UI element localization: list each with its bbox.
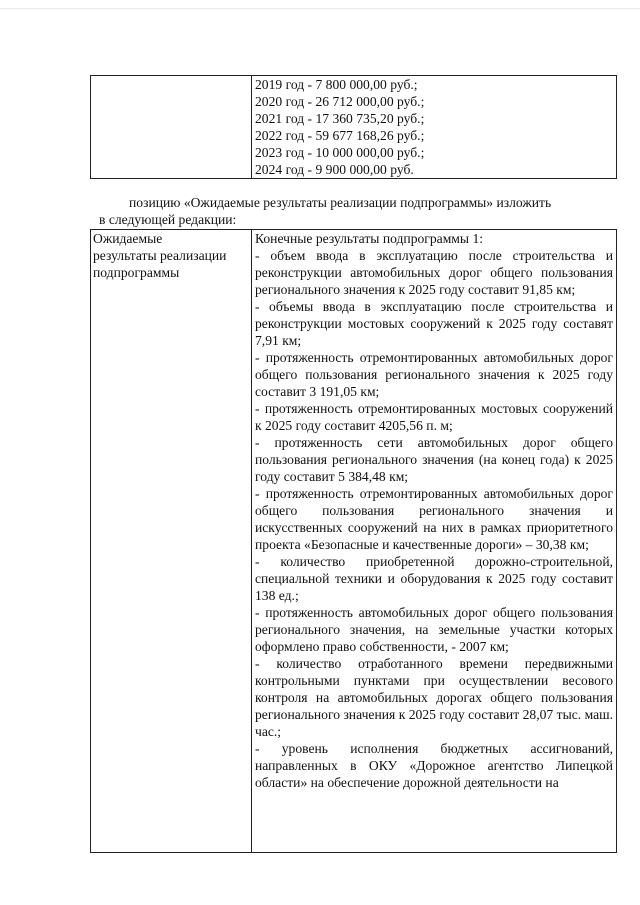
funding-line-2020: 2020 год - 26 712 000,00 руб.; (255, 94, 425, 109)
result-item: - протяженность сети автомобильных дорог общего пользования регионального значения (на конец года) к 2025 году составит 5 384,48 км; (255, 435, 613, 484)
funding-row (91, 76, 617, 179)
result-item: - уровень исполнения бюджетных ассигнований, направленных в ОКУ «Дорожное агентство Липецкой области» на обеспечение дорожной деятельности на (255, 741, 613, 790)
funding-values-cell (252, 76, 617, 179)
funding-line-2019: 2019 год - 7 800 000,00 руб.; (255, 77, 418, 92)
results-label-line: результаты реализации (93, 248, 227, 263)
funding-label-cell (91, 76, 252, 179)
results-label-line: подпрограммы (93, 265, 180, 280)
result-item: - протяженность автомобильных дорог общего пользования регионального значения, на земельные участки которых оформлено право собственности, - 2007 км; (255, 605, 613, 654)
page-top-edge (0, 8, 640, 9)
result-item: - количество приобретенной дорожно-строительной, специальной техники и оборудования к 2025 году составит 138 ед.; (255, 554, 613, 603)
result-item: - объемы ввода в эксплуатацию после строительства и реконструкции мостовых сооружений к 2025 году составят 7,91 км; (255, 299, 613, 348)
results-label-line: Ожидаемые (93, 231, 163, 246)
amendment-intro-line2: в следующей редакции: (99, 212, 237, 227)
funding-table (90, 75, 617, 179)
result-item: - протяженность отремонтированных мостовых сооружений к 2025 году составит 4205,56 п. м; (255, 401, 613, 433)
result-item: - количество отработанного времени передвижными контрольными пунктами при осуществлении весового контроля на автомобильных дорогах общего пользования регионального значения к 2025 году составит 28,07 тыс. маш. час.; (255, 656, 613, 739)
amendment-intro-line1: позицию «Ожидаемые результаты реализации подпрограммы» изложить (129, 195, 552, 210)
funding-line-2022: 2022 год - 59 677 168,26 руб.; (255, 128, 425, 143)
result-item: - объем ввода в эксплуатацию после строительства и реконструкции автомобильных дорог общего пользования регионального значения к 2025 году составит 91,85 км; (255, 248, 613, 297)
funding-line-2021: 2021 год - 17 360 735,20 руб.; (255, 111, 425, 126)
results-content-cell (252, 230, 617, 853)
amendment-intro (99, 194, 617, 228)
funding-line-2023: 2023 год - 10 000 000,00 руб.; (255, 145, 425, 160)
results-label-cell (91, 230, 252, 853)
funding-line-2024: 2024 год - 9 900 000,00 руб. (255, 162, 414, 177)
result-item: - протяженность отремонтированных автомобильных дорог общего пользования регионального значения и искусственных сооружений на них в рамках приоритетного проекта «Безопасные и качественные дороги» – 30,38 км; (255, 486, 613, 552)
results-table (90, 229, 617, 853)
results-row (91, 230, 617, 853)
results-heading: Конечные результаты подпрограммы 1: (255, 231, 484, 246)
result-item: - протяженность отремонтированных автомобильных дорог общего пользования регионального значения к 2025 году составит 3 191,05 км; (255, 350, 613, 399)
